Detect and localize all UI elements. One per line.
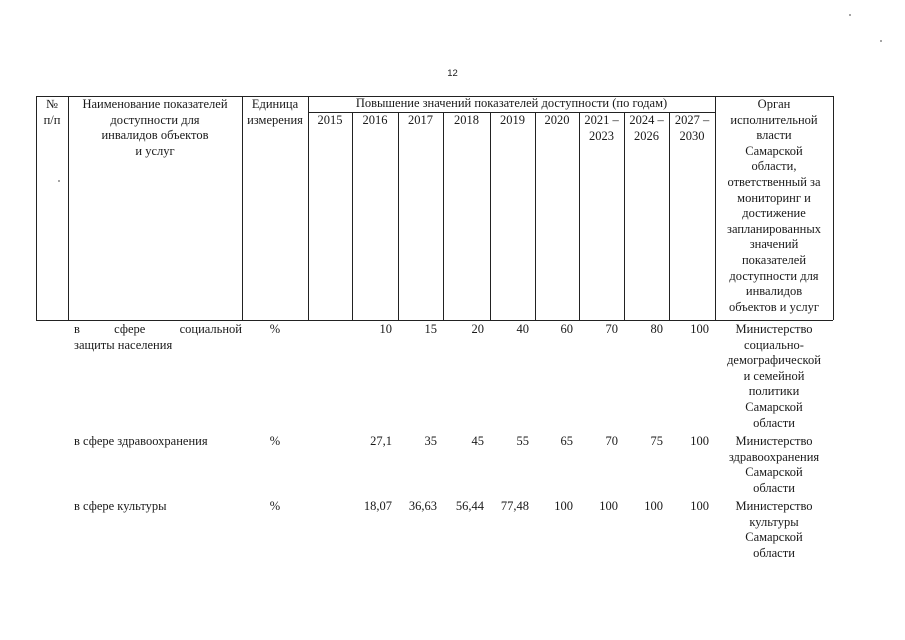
row-responsible-organ-line: Самарской bbox=[745, 399, 803, 414]
row-responsible-organ bbox=[711, 499, 837, 561]
row-responsible-organ bbox=[711, 434, 837, 496]
year-column-header-line: 2024 – bbox=[629, 113, 664, 127]
num-column-header-line: п/п bbox=[43, 112, 61, 127]
year-column-header bbox=[579, 113, 624, 144]
year-group-title: Повышение значений показателей доступности (по годам) bbox=[355, 96, 668, 110]
name-column-header-line: Наименование показателей bbox=[82, 97, 228, 111]
year-column-header-line: 2026 bbox=[634, 128, 659, 143]
rule-right bbox=[833, 96, 834, 320]
row-year-value: 100 bbox=[690, 499, 709, 513]
row-year-value: 27,1 bbox=[370, 434, 392, 448]
organ-column-header-line: Орган bbox=[757, 97, 791, 111]
year-column-header-line: 2019 bbox=[500, 113, 525, 127]
row-indicator-name-word: социальной bbox=[179, 322, 242, 336]
organ-column-header-line: области, bbox=[751, 159, 797, 174]
row-responsible-organ-line: Самарской bbox=[745, 530, 803, 545]
row-year-value: 56,44 bbox=[455, 499, 484, 513]
year-column-header-line: 2017 bbox=[408, 113, 433, 127]
organ-column-header-line: исполнительной bbox=[730, 112, 818, 127]
row-responsible-organ-line: культуры bbox=[749, 514, 799, 529]
row-responsible-organ-line: Министерство bbox=[735, 434, 813, 448]
rule-year-5 bbox=[535, 112, 536, 320]
row-year-value: 100 bbox=[690, 322, 709, 336]
year-column-header-line: 2016 bbox=[362, 113, 388, 127]
rule-after-name bbox=[242, 96, 243, 320]
year-column-header-line: 2018 bbox=[454, 113, 479, 127]
row-year-value: 20 bbox=[471, 322, 484, 336]
year-column-header-line: 2021 – bbox=[584, 113, 619, 127]
row-responsible-organ-line: Министерство bbox=[735, 322, 813, 336]
year-column-header-line: 2020 bbox=[544, 113, 570, 127]
year-column-header-line: 2027 – bbox=[674, 113, 710, 127]
name-column-header-line: инвалидов объектов bbox=[101, 128, 209, 143]
row-unit: % bbox=[269, 434, 281, 448]
row-responsible-organ-line: Министерство bbox=[735, 499, 813, 513]
row-responsible-organ-line: области bbox=[753, 480, 795, 495]
row-year-value: 70 bbox=[605, 434, 618, 448]
year-column-header bbox=[624, 113, 669, 144]
row-year-value: 100 bbox=[599, 499, 618, 513]
organ-column-header-line: объектов и услуг bbox=[728, 299, 820, 314]
row-responsible-organ-line: Самарской bbox=[745, 465, 803, 480]
year-column-header bbox=[490, 113, 535, 129]
row-indicator-name-line bbox=[74, 322, 242, 338]
unit-column-header bbox=[242, 97, 308, 128]
rule-year-3 bbox=[443, 112, 444, 320]
row-responsible-organ-line: и семейной bbox=[743, 368, 805, 383]
name-column-header-line: и услуг bbox=[135, 143, 175, 158]
row-responsible-organ-line: демографической bbox=[727, 353, 821, 368]
row-responsible-organ-line: социально- bbox=[744, 337, 804, 352]
row-responsible-organ-line: политики bbox=[748, 384, 800, 399]
row-year-value: 40 bbox=[516, 322, 529, 336]
organ-column-header bbox=[715, 97, 833, 315]
row-indicator-name-word: в bbox=[74, 322, 80, 336]
row-year-value: 65 bbox=[560, 434, 573, 448]
organ-column-header-line: мониторинг и bbox=[737, 190, 811, 205]
organ-column-header-line: власти bbox=[756, 128, 792, 143]
row-unit: % bbox=[269, 499, 281, 513]
rule-after-unit bbox=[308, 96, 309, 320]
year-column-header bbox=[535, 113, 579, 129]
year-column-header-line: 2015 bbox=[317, 113, 343, 127]
year-column-header-line: 2023 bbox=[589, 128, 614, 143]
year-column-header-line: 2030 bbox=[679, 128, 705, 143]
organ-column-header-line: значений bbox=[749, 237, 799, 252]
organ-column-header-line: показателей bbox=[741, 252, 807, 267]
row-year-value: 100 bbox=[690, 434, 709, 448]
row-year-value: 55 bbox=[516, 434, 529, 448]
year-column-header bbox=[352, 113, 398, 129]
unit-column-header-line: Единица bbox=[251, 97, 299, 111]
scan-speck bbox=[880, 40, 882, 42]
year-column-header bbox=[308, 113, 352, 129]
row-unit: % bbox=[269, 322, 281, 336]
num-column-header bbox=[36, 97, 68, 128]
year-column-header bbox=[398, 113, 443, 129]
organ-column-header-line: инвалидов bbox=[745, 284, 803, 299]
row-year-value: 35 bbox=[424, 434, 437, 448]
row-year-value: 10 bbox=[379, 322, 392, 336]
row-indicator-name-line bbox=[74, 434, 242, 450]
page-number: 12 bbox=[447, 68, 458, 79]
row-year-value: 80 bbox=[650, 322, 663, 336]
row-indicator-name bbox=[74, 499, 242, 515]
row-year-value: 36,63 bbox=[408, 499, 437, 513]
row-year-value: 15 bbox=[424, 322, 437, 336]
row-indicator-name-word: сфере bbox=[114, 322, 146, 336]
scan-speck bbox=[58, 180, 60, 182]
year-column-header bbox=[443, 113, 490, 129]
unit-column-header-line: измерения bbox=[247, 112, 303, 127]
row-responsible-organ-line: области bbox=[753, 415, 795, 430]
num-column-header-line: № bbox=[46, 97, 58, 111]
rule-left bbox=[36, 96, 37, 320]
rule-year-1 bbox=[352, 112, 353, 320]
row-indicator-name-word: в сфере здравоохранения bbox=[74, 434, 208, 448]
row-indicator-name-line bbox=[74, 499, 242, 515]
organ-column-header-line: достижение bbox=[742, 206, 806, 221]
row-year-value: 45 bbox=[471, 434, 484, 448]
organ-column-header-line: Самарской bbox=[745, 143, 803, 158]
row-responsible-organ-line: здравоохранения bbox=[728, 449, 820, 464]
year-column-header bbox=[669, 113, 715, 144]
row-responsible-organ bbox=[711, 322, 837, 431]
row-year-value: 18,07 bbox=[363, 499, 392, 513]
row-responsible-organ-line: области bbox=[753, 545, 795, 560]
row-year-value: 75 bbox=[650, 434, 663, 448]
row-year-value: 70 bbox=[605, 322, 618, 336]
row-year-value: 60 bbox=[560, 322, 573, 336]
name-column-header bbox=[68, 97, 242, 159]
row-indicator-name-word: в сфере культуры bbox=[74, 499, 167, 513]
row-indicator-name-line: защиты населения bbox=[74, 337, 173, 352]
organ-column-header-line: доступности для bbox=[729, 268, 819, 283]
header-bottom-rule bbox=[36, 320, 833, 321]
row-indicator-name bbox=[74, 322, 242, 353]
organ-column-header-line: ответственный за bbox=[727, 174, 821, 189]
scan-speck bbox=[849, 14, 851, 16]
row-indicator-name bbox=[74, 434, 242, 450]
rule-year-4 bbox=[490, 112, 491, 320]
row-year-value: 100 bbox=[554, 499, 573, 513]
organ-column-header-line: запланированных bbox=[727, 221, 821, 236]
row-year-value: 77,48 bbox=[500, 499, 529, 513]
name-column-header-line: доступности для bbox=[110, 112, 200, 127]
rule-year-2 bbox=[398, 112, 399, 320]
row-year-value: 100 bbox=[644, 499, 663, 513]
